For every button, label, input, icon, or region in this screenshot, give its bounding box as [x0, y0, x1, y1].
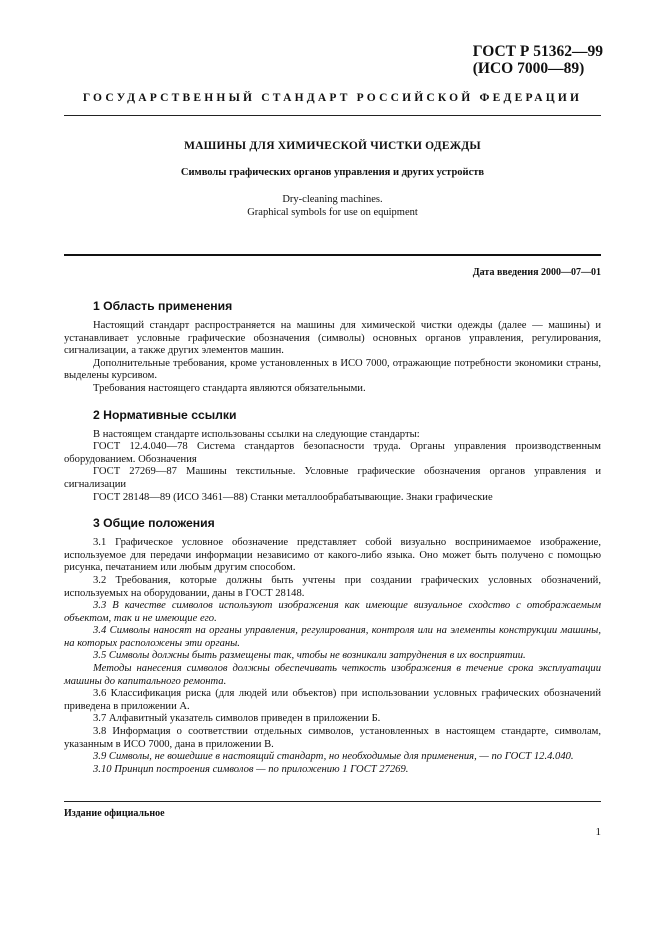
- page-number: 1: [595, 826, 601, 838]
- reference-item: ГОСТ 12.4.040—78 Система стандартов безопасности труда. Органы управления производственным оборудованием. Обозначения: [64, 441, 601, 465]
- document-title: МАШИНЫ ДЛЯ ХИМИЧЕСКОЙ ЧИСТКИ ОДЕЖДЫ: [184, 140, 481, 152]
- paragraph: 3.1 Графическое условное обозначение представляет собой визуально воспринимаемое изображение, используемое для передачи информации независимо от какого-либо языка. Оно может быть получено с помощью рисунка, печатанием или любым другим способом.: [64, 537, 601, 574]
- edition-note: Издание официальное: [64, 808, 165, 819]
- standard-code: [473, 43, 603, 77]
- paragraph-italic: 3.4 Символы наносят на органы управления, регулирования, контроля или на элементы конструкции машины, на которых расположены эти органы.: [64, 625, 601, 649]
- document-body: [64, 296, 601, 776]
- standard-code-iso: (ИСО 7000—89): [472, 60, 585, 77]
- paragraph: 3.8 Информация о соответствии отдельных символов, установленных в настоящем стандарте, символам, указанным в ИСО 7000, дана в приложении В.: [64, 726, 601, 750]
- section-heading-general: 3 Общие положения: [93, 516, 215, 531]
- section-heading-scope: 1 Область применения: [93, 299, 233, 313]
- paragraph: В настоящем стандарте использованы ссылки на следующие стандарты:: [93, 428, 420, 440]
- paragraph: 3.7 Алфавитный указатель символов приведен в приложении Б.: [93, 713, 381, 725]
- title-rule: [64, 254, 601, 256]
- paragraph-italic: 3.9 Символы, не вошедшие в настоящий стандарт, но необходимые для применения, — по ГОСТ 12.4.040.: [93, 751, 574, 763]
- paragraph-italic: 3.10 Принцип построения символов — по приложению 1 ГОСТ 27269.: [93, 763, 409, 775]
- state-standard-banner: ГОСУДАРСТВЕННЫЙ СТАНДАРТ РОССИЙСКОЙ ФЕДЕРАЦИИ: [82, 92, 583, 104]
- document-subtitle: Символы графических органов управления и других устройств: [180, 167, 485, 178]
- standard-code-gost: ГОСТ Р 51362—99: [472, 43, 603, 60]
- effective-date: Дата введения 2000—07—01: [472, 267, 601, 278]
- paragraph: Требования настоящего стандарта являются обязательными.: [93, 382, 366, 394]
- paragraph-italic: 3.5 Символы должны быть размещены так, чтобы не возникали затруднения в их восприятии.: [93, 650, 526, 662]
- paragraph-italic: Методы нанесения символов должны обеспечивать четкость изображения в течение срока эксплуатации машины до капитального ремонта.: [64, 663, 601, 687]
- paragraph: Дополнительные требования, кроме установленных в ИСО 7000, отражающие потребности экономики страны, выделены курсивом.: [64, 357, 601, 382]
- reference-item: ГОСТ 27269—87 Машины текстильные. Условные графические обозначения органов управления и сигнализации: [64, 466, 601, 490]
- english-title-line1: Dry-cleaning machines.: [282, 194, 383, 205]
- paragraph-italic: 3.3 В качестве символов используют изображения как имеющие визуальное сходство с отображаемым объектом, так и не имеющие его.: [64, 600, 601, 624]
- paragraph: 3.2 Требования, которые должны быть учтены при создании графических условных обозначений, используемых на оборудовании, даны в ГОСТ 28148.: [64, 574, 601, 599]
- reference-item: ГОСТ 28148—89 (ИСО 3461—88) Станки металлообрабатывающие. Знаки графические: [93, 491, 493, 503]
- footer-rule: [64, 801, 601, 802]
- section-heading-references: 2 Нормативные ссылки: [93, 407, 237, 422]
- paragraph: 3.6 Классификация риска (для людей или объектов) при использовании условных графических обозначений приведена в приложении А.: [64, 688, 601, 712]
- header-rule: [64, 115, 601, 116]
- paragraph: Настоящий стандарт распространяется на машины для химической чистки одежды (далее — машины) и устанавливает условные графические обозначения (символы) основных органов управления, регулирования, сигнализации, а также других элементов машин.: [64, 320, 601, 357]
- english-title-line2: Graphical symbols for use on equipment: [247, 207, 418, 218]
- english-title: [64, 193, 601, 219]
